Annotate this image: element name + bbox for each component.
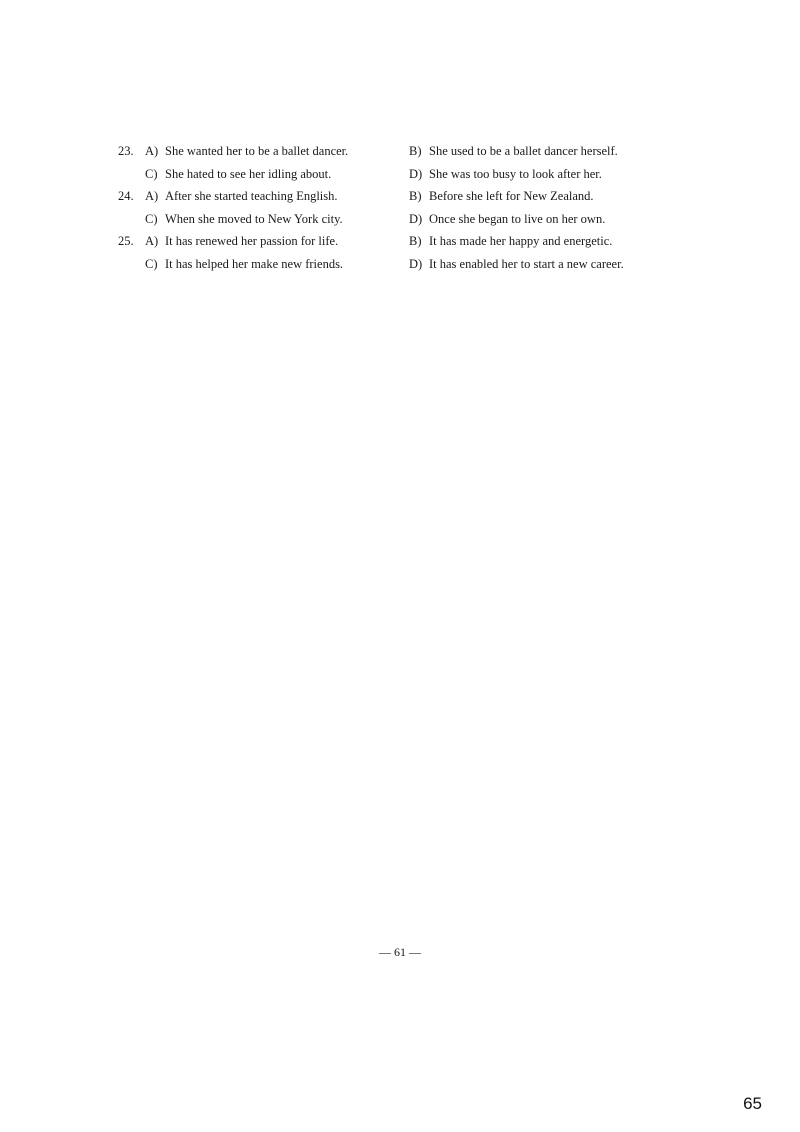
option-text: She used to be a ballet dancer herself. xyxy=(429,144,618,158)
question-25-row-2 xyxy=(118,253,678,276)
option-letter: A) xyxy=(145,234,159,248)
question-23-row-2 xyxy=(118,163,678,186)
option-b xyxy=(409,185,594,208)
scan-page-number: 65 xyxy=(743,1094,762,1113)
option-b xyxy=(409,230,612,253)
option-text: When she moved to New York city. xyxy=(165,211,343,226)
option-letter: D) xyxy=(409,256,423,271)
option-letter: D) xyxy=(409,211,423,226)
question-24-row-1 xyxy=(118,185,678,208)
option-b xyxy=(409,140,618,163)
option-text: She wanted her to be a ballet dancer. xyxy=(165,144,349,158)
question-number: 23. xyxy=(118,144,134,158)
option-d xyxy=(409,253,624,276)
option-letter: B) xyxy=(409,234,422,248)
page-number: — 61 — xyxy=(379,945,421,959)
option-d xyxy=(409,163,602,186)
option-letter: B) xyxy=(409,144,422,158)
option-text: After she started teaching English. xyxy=(165,189,338,203)
option-letter: A) xyxy=(145,144,159,158)
option-letter: B) xyxy=(409,189,422,203)
option-text: Once she began to live on her own. xyxy=(429,211,606,226)
question-number: 24. xyxy=(118,189,134,203)
question-25-row-1 xyxy=(118,230,678,253)
option-c xyxy=(145,163,331,186)
option-letter: D) xyxy=(409,166,423,181)
option-text: She was too busy to look after her. xyxy=(429,166,602,181)
option-d xyxy=(409,208,605,231)
option-text: It has renewed her passion for life. xyxy=(165,234,339,248)
option-a xyxy=(145,230,338,253)
option-letter: C) xyxy=(145,256,158,271)
option-a xyxy=(145,185,338,208)
question-list xyxy=(118,140,678,275)
option-text: It has enabled her to start a new career. xyxy=(429,256,624,271)
option-a xyxy=(145,140,348,163)
option-letter: A) xyxy=(145,189,159,203)
question-number: 25. xyxy=(118,234,134,248)
option-c xyxy=(145,253,343,276)
option-text: Before she left for New Zealand. xyxy=(429,189,594,203)
option-c xyxy=(145,208,343,231)
question-24-row-2 xyxy=(118,208,678,231)
option-text: She hated to see her idling about. xyxy=(165,166,332,181)
option-letter: C) xyxy=(145,166,158,181)
option-text: It has helped her make new friends. xyxy=(165,256,344,271)
option-text: It has made her happy and energetic. xyxy=(429,234,613,248)
question-23-row-1 xyxy=(118,140,678,163)
option-letter: C) xyxy=(145,211,158,226)
